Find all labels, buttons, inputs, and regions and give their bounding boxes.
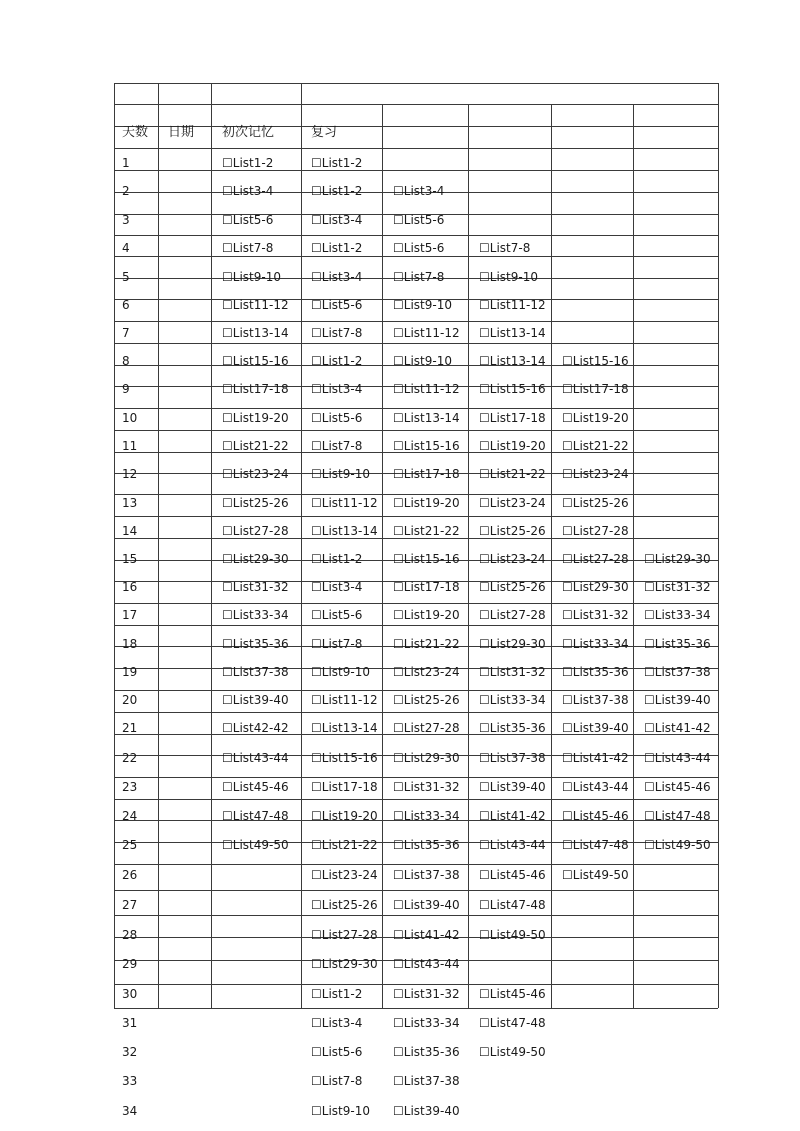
review-item[interactable]: ☐List39-40 bbox=[562, 721, 629, 735]
review-item[interactable]: ☐List39-40 bbox=[393, 898, 460, 912]
table-rule bbox=[158, 83, 159, 1008]
day-number: 5 bbox=[122, 270, 130, 284]
review-item[interactable]: ☐List41-42 bbox=[479, 809, 546, 823]
first-memory-item[interactable]: ☐List27-28 bbox=[222, 524, 289, 538]
first-memory-item[interactable]: ☐List45-46 bbox=[222, 780, 289, 794]
table-rule bbox=[114, 625, 718, 626]
review-item[interactable]: ☐List27-28 bbox=[479, 608, 546, 622]
day-number: 11 bbox=[122, 439, 138, 453]
review-item[interactable]: ☐List3-4 bbox=[311, 580, 363, 594]
review-item[interactable]: ☐List9-10 bbox=[311, 665, 370, 679]
review-item[interactable]: ☐List3-4 bbox=[311, 270, 363, 284]
day-number: 33 bbox=[122, 1074, 138, 1088]
table-rule bbox=[551, 104, 552, 1008]
table-rule bbox=[114, 343, 718, 344]
review-item[interactable]: ☐List9-10 bbox=[479, 270, 538, 284]
review-item[interactable]: ☐List17-18 bbox=[562, 382, 629, 396]
review-item[interactable]: ☐List17-18 bbox=[393, 467, 460, 481]
header-date: 日期 bbox=[168, 125, 195, 140]
review-item[interactable]: ☐List29-30 bbox=[393, 751, 460, 765]
day-number: 32 bbox=[122, 1045, 138, 1059]
review-item[interactable]: ☐List45-46 bbox=[562, 809, 629, 823]
review-item[interactable]: ☐List13-14 bbox=[311, 721, 378, 735]
table-rule bbox=[114, 408, 718, 409]
table-rule bbox=[468, 104, 469, 1008]
review-item[interactable]: ☐List5-6 bbox=[393, 213, 445, 227]
first-memory-item[interactable]: ☐List23-24 bbox=[222, 467, 289, 481]
review-item[interactable]: ☐List3-4 bbox=[311, 382, 363, 396]
first-memory-item[interactable]: ☐List17-18 bbox=[222, 382, 289, 396]
day-number: 14 bbox=[122, 524, 138, 538]
review-item[interactable]: ☐List17-18 bbox=[479, 411, 546, 425]
first-memory-item[interactable]: ☐List1-2 bbox=[222, 156, 274, 170]
review-item[interactable]: ☐List5-6 bbox=[311, 1045, 363, 1059]
first-memory-item[interactable]: ☐List3-4 bbox=[222, 184, 274, 198]
review-item[interactable]: ☐List19-20 bbox=[311, 809, 378, 823]
day-number: 31 bbox=[122, 1016, 138, 1030]
review-item[interactable]: ☐List3-4 bbox=[311, 213, 363, 227]
review-item[interactable]: ☐List15-16 bbox=[393, 552, 460, 566]
first-memory-item[interactable]: ☐List15-16 bbox=[222, 354, 289, 368]
review-item[interactable]: ☐List19-20 bbox=[562, 411, 629, 425]
review-item[interactable]: ☐List11-12 bbox=[311, 496, 378, 510]
day-number: 8 bbox=[122, 354, 130, 368]
table-rule bbox=[114, 712, 718, 713]
review-item[interactable]: ☐List17-18 bbox=[311, 780, 378, 794]
review-item[interactable]: ☐List37-38 bbox=[393, 868, 460, 882]
day-number: 30 bbox=[122, 987, 138, 1001]
review-item[interactable]: ☐List15-16 bbox=[562, 354, 629, 368]
review-item[interactable]: ☐List37-38 bbox=[562, 693, 629, 707]
table-rule bbox=[114, 915, 718, 916]
review-item[interactable]: ☐List43-44 bbox=[479, 838, 546, 852]
review-item[interactable]: ☐List21-22 bbox=[479, 467, 546, 481]
table-rule bbox=[114, 890, 718, 891]
review-item[interactable]: ☐List41-42 bbox=[393, 928, 460, 942]
review-item[interactable]: ☐List19-20 bbox=[479, 439, 546, 453]
review-item[interactable]: ☐List23-24 bbox=[479, 496, 546, 510]
review-item[interactable]: ☐List21-22 bbox=[393, 637, 460, 651]
review-item[interactable]: ☐List17-18 bbox=[393, 580, 460, 594]
review-item[interactable]: ☐List27-28 bbox=[562, 552, 629, 566]
review-item[interactable]: ☐List7-8 bbox=[479, 241, 531, 255]
table-rule bbox=[114, 603, 718, 604]
first-memory-item[interactable]: ☐List35-36 bbox=[222, 637, 289, 651]
review-item[interactable]: ☐List25-26 bbox=[393, 693, 460, 707]
review-item[interactable]: ☐List11-12 bbox=[311, 693, 378, 707]
table-rule bbox=[114, 256, 718, 257]
first-memory-item[interactable]: ☐List49-50 bbox=[222, 838, 289, 852]
day-number: 2 bbox=[122, 184, 130, 198]
review-item[interactable]: ☐List21-22 bbox=[311, 838, 378, 852]
day-number: 21 bbox=[122, 721, 138, 735]
review-item[interactable]: ☐List49-50 bbox=[479, 928, 546, 942]
review-item[interactable]: ☐List47-48 bbox=[479, 898, 546, 912]
review-item[interactable]: ☐List15-16 bbox=[311, 751, 378, 765]
review-item[interactable]: ☐List25-26 bbox=[311, 898, 378, 912]
review-item[interactable]: ☐List39-40 bbox=[479, 780, 546, 794]
header-day: 天数 bbox=[122, 125, 149, 140]
day-number: 16 bbox=[122, 580, 138, 594]
review-item[interactable]: ☐List43-44 bbox=[562, 780, 629, 794]
day-number: 3 bbox=[122, 213, 130, 227]
review-item[interactable]: ☐List19-20 bbox=[393, 496, 460, 510]
review-item[interactable]: ☐List41-42 bbox=[562, 751, 629, 765]
day-number: 23 bbox=[122, 780, 138, 794]
table-rule bbox=[114, 799, 718, 800]
day-number: 13 bbox=[122, 496, 138, 510]
day-number: 20 bbox=[122, 693, 138, 707]
day-number: 12 bbox=[122, 467, 138, 481]
day-number: 15 bbox=[122, 552, 138, 566]
review-item[interactable]: ☐List39-40 bbox=[644, 693, 711, 707]
review-item[interactable]: ☐List7-8 bbox=[311, 637, 363, 651]
review-item[interactable]: ☐List27-28 bbox=[393, 721, 460, 735]
review-item[interactable]: ☐List7-8 bbox=[311, 1074, 363, 1088]
review-item[interactable]: ☐List31-32 bbox=[393, 987, 460, 1001]
table-rule bbox=[382, 104, 383, 1008]
review-item[interactable]: ☐List5-6 bbox=[311, 608, 363, 622]
review-item[interactable]: ☐List1-2 bbox=[311, 156, 363, 170]
review-item[interactable]: ☐List13-14 bbox=[393, 411, 460, 425]
review-item[interactable]: ☐List35-36 bbox=[479, 721, 546, 735]
review-item[interactable]: ☐List33-34 bbox=[393, 1016, 460, 1030]
review-item[interactable]: ☐List49-50 bbox=[479, 1045, 546, 1059]
review-item[interactable]: ☐List11-12 bbox=[393, 382, 460, 396]
day-number: 6 bbox=[122, 298, 130, 312]
review-item[interactable]: ☐List47-48 bbox=[644, 809, 711, 823]
review-item[interactable]: ☐List25-26 bbox=[562, 496, 629, 510]
first-memory-item[interactable]: ☐List25-26 bbox=[222, 496, 289, 510]
review-item[interactable]: ☐List33-34 bbox=[393, 809, 460, 823]
review-item[interactable]: ☐List47-48 bbox=[479, 1016, 546, 1030]
table-rule bbox=[114, 777, 718, 778]
review-item[interactable]: ☐List37-38 bbox=[644, 665, 711, 679]
table-rule bbox=[114, 83, 115, 1008]
review-item[interactable]: ☐List29-30 bbox=[479, 637, 546, 651]
table-rule bbox=[114, 170, 718, 171]
review-item[interactable]: ☐List23-24 bbox=[393, 665, 460, 679]
review-item[interactable]: ☐List21-22 bbox=[393, 524, 460, 538]
review-item[interactable]: ☐List19-20 bbox=[393, 608, 460, 622]
review-item[interactable]: ☐List23-24 bbox=[479, 552, 546, 566]
review-item[interactable]: ☐List11-12 bbox=[393, 326, 460, 340]
day-number: 9 bbox=[122, 382, 130, 396]
review-item[interactable]: ☐List1-2 bbox=[311, 184, 363, 198]
review-item[interactable]: ☐List37-38 bbox=[393, 1074, 460, 1088]
review-item[interactable]: ☐List43-44 bbox=[393, 957, 460, 971]
review-item[interactable]: ☐List11-12 bbox=[479, 298, 546, 312]
table-rule bbox=[211, 83, 212, 1008]
review-item[interactable]: ☐List1-2 bbox=[311, 987, 363, 1001]
review-item[interactable]: ☐List29-30 bbox=[311, 957, 378, 971]
day-number: 10 bbox=[122, 411, 138, 425]
review-item[interactable]: ☐List15-16 bbox=[393, 439, 460, 453]
review-item[interactable]: ☐List3-4 bbox=[311, 1016, 363, 1030]
day-number: 4 bbox=[122, 241, 130, 255]
review-item[interactable]: ☐List1-2 bbox=[311, 354, 363, 368]
review-item[interactable]: ☐List27-28 bbox=[562, 524, 629, 538]
review-item[interactable]: ☐List31-32 bbox=[393, 780, 460, 794]
first-memory-item[interactable]: ☐List29-30 bbox=[222, 552, 289, 566]
day-number: 34 bbox=[122, 1104, 138, 1118]
first-memory-item[interactable]: ☐List33-34 bbox=[222, 608, 289, 622]
day-number: 19 bbox=[122, 665, 138, 679]
review-item[interactable]: ☐List9-10 bbox=[311, 1104, 370, 1118]
review-item[interactable]: ☐List35-36 bbox=[562, 665, 629, 679]
review-item[interactable]: ☐List23-24 bbox=[562, 467, 629, 481]
table-rule bbox=[114, 538, 718, 539]
review-item[interactable]: ☐List35-36 bbox=[393, 838, 460, 852]
review-item[interactable]: ☐List13-14 bbox=[479, 326, 546, 340]
review-item[interactable]: ☐List5-6 bbox=[311, 411, 363, 425]
table-rule bbox=[114, 321, 718, 322]
review-item[interactable]: ☐List25-26 bbox=[479, 580, 546, 594]
first-memory-item[interactable]: ☐List43-44 bbox=[222, 751, 289, 765]
table-rule bbox=[114, 864, 718, 865]
review-item[interactable]: ☐List49-50 bbox=[562, 868, 629, 882]
first-memory-item[interactable]: ☐List42-42 bbox=[222, 721, 289, 735]
first-memory-item[interactable]: ☐List13-14 bbox=[222, 326, 289, 340]
table-rule bbox=[114, 104, 718, 105]
review-item[interactable]: ☐List33-34 bbox=[562, 637, 629, 651]
review-item[interactable]: ☐List27-28 bbox=[311, 928, 378, 942]
day-number: 26 bbox=[122, 868, 138, 882]
review-item[interactable]: ☐List13-14 bbox=[479, 354, 546, 368]
first-memory-item[interactable]: ☐List31-32 bbox=[222, 580, 289, 594]
review-item[interactable]: ☐List29-30 bbox=[644, 552, 711, 566]
first-memory-item[interactable]: ☐List11-12 bbox=[222, 298, 289, 312]
review-item[interactable]: ☐List5-6 bbox=[311, 298, 363, 312]
review-item[interactable]: ☐List7-8 bbox=[311, 439, 363, 453]
review-item[interactable]: ☐List23-24 bbox=[311, 868, 378, 882]
table-rule bbox=[114, 494, 718, 495]
table-rule bbox=[114, 1008, 718, 1009]
table-rule bbox=[114, 235, 718, 236]
day-number: 7 bbox=[122, 326, 130, 340]
table-rule bbox=[114, 430, 718, 431]
first-memory-item[interactable]: ☐List7-8 bbox=[222, 241, 274, 255]
day-number: 28 bbox=[122, 928, 138, 942]
review-item[interactable]: ☐List33-34 bbox=[644, 608, 711, 622]
review-item[interactable]: ☐List25-26 bbox=[479, 524, 546, 538]
review-item[interactable]: ☐List43-44 bbox=[644, 751, 711, 765]
table-rule bbox=[114, 83, 718, 84]
review-item[interactable]: ☐List9-10 bbox=[393, 354, 452, 368]
review-item[interactable]: ☐List7-8 bbox=[311, 326, 363, 340]
first-memory-item[interactable]: ☐List19-20 bbox=[222, 411, 289, 425]
review-item[interactable]: ☐List5-6 bbox=[393, 241, 445, 255]
review-item[interactable]: ☐List35-36 bbox=[644, 637, 711, 651]
first-memory-item[interactable]: ☐List47-48 bbox=[222, 809, 289, 823]
review-item[interactable]: ☐List37-38 bbox=[479, 751, 546, 765]
day-number: 22 bbox=[122, 751, 138, 765]
table-rule bbox=[718, 83, 719, 1008]
table-rule bbox=[114, 516, 718, 517]
review-item[interactable]: ☐List31-32 bbox=[562, 608, 629, 622]
review-item[interactable]: ☐List45-46 bbox=[644, 780, 711, 794]
header-first-memory: 初次记忆 bbox=[222, 125, 275, 140]
review-item[interactable]: ☐List41-42 bbox=[644, 721, 711, 735]
review-item[interactable]: ☐List47-48 bbox=[562, 838, 629, 852]
review-item[interactable]: ☐List7-8 bbox=[393, 270, 445, 284]
first-memory-item[interactable]: ☐List21-22 bbox=[222, 439, 289, 453]
review-item[interactable]: ☐List9-10 bbox=[393, 298, 452, 312]
review-item[interactable]: ☐List33-34 bbox=[479, 693, 546, 707]
review-item[interactable]: ☐List15-16 bbox=[479, 382, 546, 396]
first-memory-item[interactable]: ☐List39-40 bbox=[222, 693, 289, 707]
table-rule bbox=[114, 690, 718, 691]
review-item[interactable]: ☐List9-10 bbox=[311, 467, 370, 481]
day-number: 18 bbox=[122, 637, 138, 651]
review-item[interactable]: ☐List35-36 bbox=[393, 1045, 460, 1059]
review-item[interactable]: ☐List13-14 bbox=[311, 524, 378, 538]
day-number: 29 bbox=[122, 957, 138, 971]
first-memory-item[interactable]: ☐List37-38 bbox=[222, 665, 289, 679]
table-rule bbox=[301, 83, 302, 1008]
review-item[interactable]: ☐List21-22 bbox=[562, 439, 629, 453]
table-rule bbox=[114, 984, 718, 985]
day-number: 27 bbox=[122, 898, 138, 912]
review-item[interactable]: ☐List45-46 bbox=[479, 987, 546, 1001]
review-item[interactable]: ☐List31-32 bbox=[479, 665, 546, 679]
review-item[interactable]: ☐List31-32 bbox=[644, 580, 711, 594]
day-number: 25 bbox=[122, 838, 138, 852]
header-review: 复习 bbox=[311, 125, 338, 140]
review-item[interactable]: ☐List1-2 bbox=[311, 241, 363, 255]
review-item[interactable]: ☐List3-4 bbox=[393, 184, 445, 198]
table-rule bbox=[633, 104, 634, 1008]
table-rule bbox=[114, 148, 718, 149]
day-number: 17 bbox=[122, 608, 138, 622]
day-number: 1 bbox=[122, 156, 130, 170]
table-rule bbox=[114, 126, 718, 127]
first-memory-item[interactable]: ☐List5-6 bbox=[222, 213, 274, 227]
review-item[interactable]: ☐List1-2 bbox=[311, 552, 363, 566]
review-item[interactable]: ☐List45-46 bbox=[479, 868, 546, 882]
review-item[interactable]: ☐List29-30 bbox=[562, 580, 629, 594]
day-number: 24 bbox=[122, 809, 138, 823]
review-item[interactable]: ☐List39-40 bbox=[393, 1104, 460, 1118]
first-memory-item[interactable]: ☐List9-10 bbox=[222, 270, 281, 284]
review-item[interactable]: ☐List49-50 bbox=[644, 838, 711, 852]
